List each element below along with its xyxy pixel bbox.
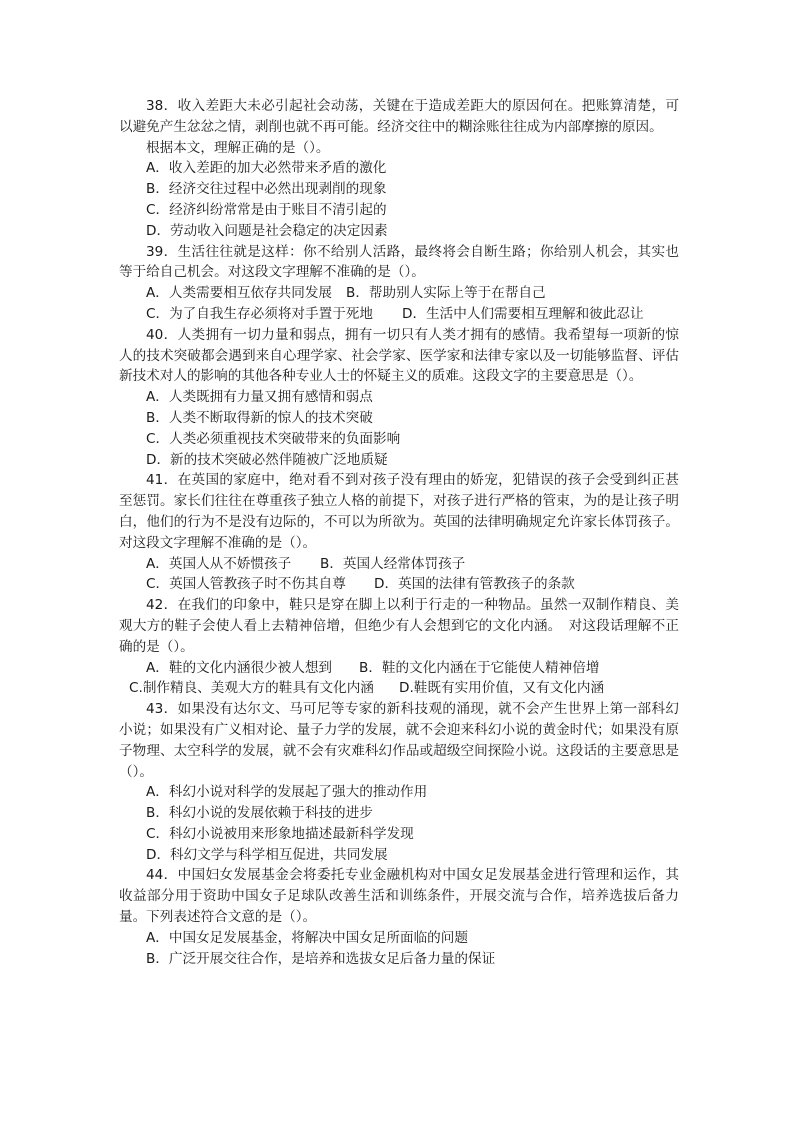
- question-43-stem: 43．如果没有达尔文、马可尼等专家的新科技观的涌现，就不会产生世界上第一部科幻小说；如果没有广义相对论、量子力学的发展，就不会迎来科幻小说的黄金时代；如果没有原子物理、太空科学的发展，就不会有灾难科幻作品或超级空间探险小说。这段话的主要意思是（）。: [119, 701, 679, 780]
- question-41-option-b: B．英国人经常体罚孩子: [320, 555, 466, 572]
- question-42-options-row-1: [119, 658, 679, 679]
- question-38-option-a: A．收入差距的加大必然带来矛盾的激化: [146, 160, 387, 177]
- question-41-option-a: A．英国人从不娇惯孩子: [146, 555, 292, 572]
- question-42-option-d: D.鞋既有实用价值，又有文化内涵: [399, 680, 605, 697]
- question-43-option-b: B．科幻小说的发展依赖于科技的进步: [146, 805, 373, 822]
- question-42-stem: 42．在我们的印象中，鞋只是穿在脚上以利于行走的一种物品。虽然一双制作精良、美观大方的鞋子会使人看上去精神倍增，但绝少有人会想到它的文化内涵。 对这段话理解不正确的是（）。: [119, 597, 679, 655]
- question-38-option-b: B．经济交往过程中必然出现剥削的现象: [146, 181, 387, 198]
- question-list: [119, 96, 679, 969]
- question-38-option-c: C．经济纠纷常常是由于账目不清引起的: [146, 201, 387, 218]
- question-41-option-c: C．英国人管教孩子时不伤其自尊: [146, 576, 346, 593]
- question-44-stem: 44．中国妇女发展基金会将委托专业金融机构对中国女足发展基金进行管理和运作，其收益部分用于资助中国女子足球队改善生活和训练条件，开展交流与合作，培养选拔后备力量。下列表述符合文意的是（）。: [119, 867, 679, 926]
- question-42-option-a: A．鞋的文化内涵很少被人想到: [146, 659, 333, 676]
- question-44-option-b: B．广泛开展交往合作，是培养和选拔女足后备力量的保证: [146, 950, 496, 967]
- question-39-options-row-1: [119, 283, 679, 304]
- question-39-options-row-2: [119, 304, 679, 325]
- question-41-option-d: D．英国的法律有管教孩子的条款: [374, 576, 575, 593]
- question-40-option-a: A．人类既拥有力量又拥有感情和弱点: [146, 389, 373, 406]
- question-38-prompt: 根据本文，理解正确的是（）。: [146, 139, 330, 156]
- question-40-stem: 40．人类拥有一切力量和弱点，拥有一切只有人类才拥有的感情。我希望每一项新的惊人的技术突破都会遇到来自心理学家、社会学家、医学家和法律专家以及一切能够监督、评估新技术对人的影响的其他各种专业人士的怀疑主义的质难。这段文字的主要意思是（）。: [119, 326, 679, 385]
- question-39-option-c: C．为了自我生存必须将对手置于死地: [146, 305, 373, 322]
- question-39-option-a: A．人类需要相互依存共同发展: [146, 285, 333, 302]
- question-38-option-d: D．劳动收入问题是社会稳定的决定因素: [146, 222, 388, 239]
- question-41-options-row-1: [119, 554, 679, 575]
- question-39-option-b: B．帮助别人实际上等于在帮自己: [346, 285, 546, 302]
- question-39-stem: 39．生活往往就是这样：你不给别人活路，最终将会自断生路；你给别人机会，其实也等于给自己机会。对这段文字理解不准确的是（）。: [119, 243, 679, 281]
- question-42-options-row-2: [119, 678, 679, 699]
- question-40-option-b: B．人类不断取得新的惊人的技术突破: [146, 409, 373, 426]
- question-42-option-c: C.制作精良、美观大方的鞋具有文化内涵: [129, 680, 374, 697]
- question-41-stem: 41．在英国的家庭中，绝对看不到对孩子没有理由的娇宠，犯错误的孩子会受到纠正甚至惩罚。家长们往往在尊重孩子独立人格的前提下，对孩子进行严格的管束，为的是让孩子明白，他们的行为不是没有边际的，不可以为所欲为。英国的法律明确规定允许家长体罚孩子。对这段文字理解不准确的是（）。: [119, 472, 679, 551]
- question-38-stem: 38．收入差距大未必引起社会动荡，关键在于造成差距大的原因何在。把账算清楚，可以避免产生忿忿之情，剥削也就不再可能。经济交往中的糊涂账往往成为内部摩擦的原因。: [119, 98, 679, 135]
- question-43-option-c: C．科幻小说被用来形象地描述最新科学发现: [146, 825, 414, 842]
- question-43-option-d: D．科幻文学与科学相互促进，共同发展: [146, 846, 388, 863]
- question-41-options-row-2: [119, 574, 679, 595]
- question-39-option-d: D．生活中人们需要相互理解和彼此忍让: [402, 305, 644, 322]
- question-43-option-a: A．科幻小说对科学的发展起了强大的推动作用: [146, 784, 428, 801]
- question-42-option-b: B．鞋的文化内涵在于它能使人精神倍增: [359, 659, 600, 676]
- question-40-option-c: C．人类必须重视技术突破带来的负面影响: [146, 430, 401, 447]
- question-44-option-a: A．中国女足发展基金，将解决中国女足所面临的问题: [146, 929, 468, 946]
- question-40-option-d: D．新的技术突破必然伴随被广泛地质疑: [146, 451, 388, 468]
